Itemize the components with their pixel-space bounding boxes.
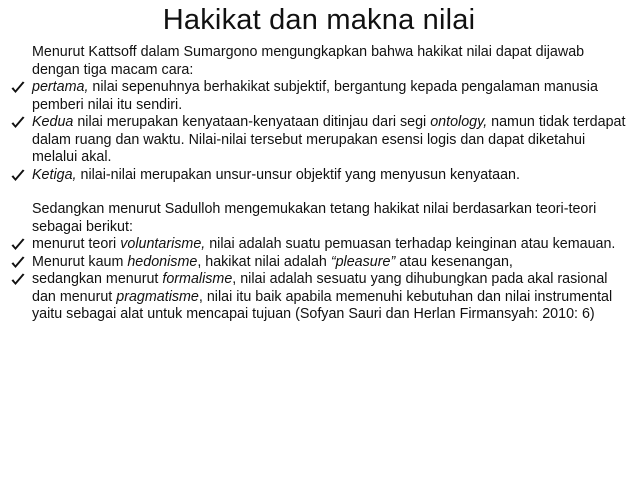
list-item <box>10 236 630 254</box>
spacer <box>10 184 630 201</box>
list-item <box>10 79 630 114</box>
item-text: sedangkan menurut <box>32 271 163 287</box>
item-text: , nilai adalah sesuatu yang dihubungkan pada akal rasional dan menurut <box>32 271 608 305</box>
item-text: Menurut kaum <box>32 253 128 270</box>
list-item <box>10 254 630 272</box>
intro-paragraph-kattsoff: Menurut Kattsoff dalam Sumargono mengungkapkan bahwa hakikat nilai dapat dijawab dengan tiga macam cara: <box>32 44 585 78</box>
list-item <box>10 167 630 185</box>
item-emphasis: pragmatisme <box>116 288 199 305</box>
list-item <box>10 114 630 167</box>
item-text: , hakikat nilai adalah <box>197 253 331 270</box>
slide-title: Hakikat dan makna nilai <box>162 4 476 36</box>
item-emphasis: voluntarisme, <box>120 236 206 252</box>
item-emphasis: pertama, <box>32 79 89 95</box>
item-text: nilai-nilai merupakan unsur-unsur objektif yang menyusun kenyataan. <box>76 166 520 183</box>
item-text: nilai adalah suatu pemuasan terhadap keinginan atau kemauan. <box>205 236 616 252</box>
item-emphasis: ontology, <box>430 114 488 130</box>
checkmark-icon <box>10 255 26 271</box>
item-emphasis: “pleasure” <box>330 253 396 270</box>
checkmark-icon <box>10 168 26 184</box>
item-text: namun tidak terdapat dalam ruang dan waktu. Nilai-nilai tersebut merupakan esensi logis dan dapat diketahui melalui akal. <box>32 114 626 165</box>
item-text: nilai merupakan kenyataan-kenyataan ditinjau dari segi <box>73 114 431 130</box>
item-text: menurut teori <box>32 236 121 252</box>
checkmark-icon <box>10 237 26 253</box>
item-text: nilai sepenuhnya berhakikat subjektif, bergantung kepada pengalaman manusia pemberi nilai itu sendiri. <box>32 79 598 113</box>
checkmark-icon <box>10 80 26 96</box>
slide-body <box>10 44 630 324</box>
item-text: , nilai itu baik apabila memenuhi kebutuhan dan nilai instrumental yaitu sebagai alat untuk mencapai tujuan (Sofyan Sauri dan Herlan Firmansyah: 2010: 6) <box>32 288 613 322</box>
checkmark-icon <box>10 272 26 288</box>
item-emphasis: hedonisme <box>127 253 198 270</box>
item-emphasis: Ketiga, <box>32 166 77 183</box>
intro-paragraph-sadulloh: Sedangkan menurut Sadulloh mengemukakan tetang hakikat nilai berdasarkan teori-teori sebagai berikut: <box>32 201 597 235</box>
list-item <box>10 271 630 324</box>
checkmark-icon <box>10 115 26 131</box>
item-text: atau kesenangan, <box>395 253 513 270</box>
item-emphasis: Kedua <box>32 114 74 130</box>
item-emphasis: formalisme <box>162 271 233 287</box>
